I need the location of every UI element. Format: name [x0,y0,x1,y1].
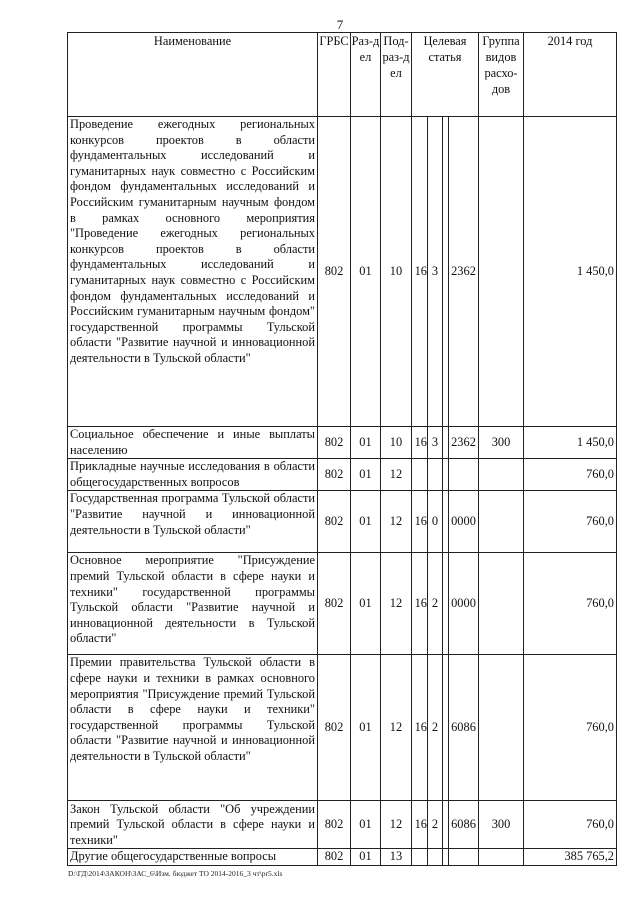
row-razdel: 01 [351,801,381,849]
row-vr [479,117,524,427]
row-grbs: 802 [318,427,351,459]
row-cs1: 16 [412,553,428,655]
table-header-row [68,33,617,117]
row-cs1: 16 [412,491,428,553]
row-cs3: 0000 [449,491,479,553]
row-podrazdel: 10 [381,427,412,459]
row-cs2: 0 [428,491,443,553]
row-vr [479,655,524,801]
row-cs3 [449,849,479,866]
table-row [68,491,617,553]
row-razdel: 01 [351,849,381,866]
row-grbs: 802 [318,801,351,849]
row-razdel: 01 [351,427,381,459]
row-cs3: 2362 [449,117,479,427]
row-cs1: 16 [412,801,428,849]
row-podrazdel: 12 [381,801,412,849]
row-vr [479,849,524,866]
row-grbs: 802 [318,491,351,553]
row-name: Закон Тульской области "Об учреждении премий Тульской области в сфере науки и техники" [68,801,318,849]
row-vr [479,491,524,553]
row-amount: 760,0 [524,459,617,491]
header-podrazdel: Под-раз-дел [381,33,412,117]
row-name: Государственная программа Тульской области "Развитие научной и инновационной деятельности в Тульской области" [68,491,318,553]
row-grbs: 802 [318,849,351,866]
header-celevaya: Целевая статья [412,33,479,117]
row-cs3: 0000 [449,553,479,655]
row-amount: 760,0 [524,553,617,655]
table-row [68,849,617,866]
row-name: Премии правительства Тульской области в сфере науки и техники в рамках основного мероприятия "Присуждение премий Тульской области в сфере науки и техники" государственной программы Тульской области "Развитие научной и инновационной деятельности в Тульской области" [68,655,318,801]
table-row [68,801,617,849]
row-cs3: 6086 [449,655,479,801]
header-grbs: ГРБС [318,33,351,117]
row-podrazdel: 12 [381,491,412,553]
row-cs2: 2 [428,553,443,655]
table-row [68,117,617,427]
header-name: Наименование [68,33,318,117]
header-year: 2014 год [524,33,617,117]
row-name: Проведение ежегодных региональных конкурсов проектов в области фундаментальных исследований и гуманитарных наук совместно с Российским фондом фундаментальных исследований и Российским гуманитарным научным фондом в рамках основного мероприятия "Проведение ежегодных региональных конкурсов проектов в области фундаментальных исследований и гуманитарных наук совместно с Российским фондом фундаментальных исследований и Российским гуманитарным научным фондом" государственной программы Тульской области "Развитие научной и инновационной деятельности в Тульской области" [68,117,318,427]
row-name: Другие общегосударственные вопросы [68,849,318,866]
row-cs1: 16 [412,427,428,459]
row-name: Основное мероприятие "Присуждение премий Тульской области в сфере науки и техники" государственной программы Тульской области "Развитие научной и инновационной деятельности в Тульской области" [68,553,318,655]
row-cs2 [428,849,443,866]
header-gruppa: Группа видов расхо-дов [479,33,524,117]
row-razdel: 01 [351,117,381,427]
row-cs3: 6086 [449,801,479,849]
row-name: Прикладные научные исследования в области общегосударственных вопросов [68,459,318,491]
table-row [68,553,617,655]
row-cs3 [449,459,479,491]
row-grbs: 802 [318,459,351,491]
row-amount: 760,0 [524,655,617,801]
row-cs2: 3 [428,427,443,459]
row-podrazdel: 13 [381,849,412,866]
row-podrazdel: 10 [381,117,412,427]
row-name: Социальное обеспечение и иные выплаты населению [68,427,318,459]
row-vr: 300 [479,427,524,459]
row-vr: 300 [479,801,524,849]
row-podrazdel: 12 [381,459,412,491]
row-cs1 [412,849,428,866]
table-row [68,427,617,459]
row-grbs: 802 [318,655,351,801]
row-cs1 [412,459,428,491]
footer-file-path: D:\ГД\2014\ЗАКОН\ЗАС_6\Изм. бюджет ТО 2014-2016_3 чт\pr5.xls [68,869,283,878]
row-cs2: 3 [428,117,443,427]
row-grbs: 802 [318,117,351,427]
header-razdel: Раз-дел [351,33,381,117]
row-vr [479,553,524,655]
row-grbs: 802 [318,553,351,655]
row-vr [479,459,524,491]
row-razdel: 01 [351,491,381,553]
row-cs1: 16 [412,117,428,427]
row-razdel: 01 [351,553,381,655]
row-podrazdel: 12 [381,553,412,655]
row-amount: 760,0 [524,491,617,553]
row-cs2: 2 [428,801,443,849]
row-amount: 1 450,0 [524,117,617,427]
row-razdel: 01 [351,459,381,491]
row-cs2: 2 [428,655,443,801]
row-cs3: 2362 [449,427,479,459]
table-row [68,655,617,801]
table-row [68,459,617,491]
page-number: 7 [336,17,344,32]
budget-table [67,32,617,866]
row-podrazdel: 12 [381,655,412,801]
row-amount: 385 765,2 [524,849,617,866]
row-cs2 [428,459,443,491]
row-amount: 1 450,0 [524,427,617,459]
row-razdel: 01 [351,655,381,801]
row-cs1: 16 [412,655,428,801]
row-amount: 760,0 [524,801,617,849]
